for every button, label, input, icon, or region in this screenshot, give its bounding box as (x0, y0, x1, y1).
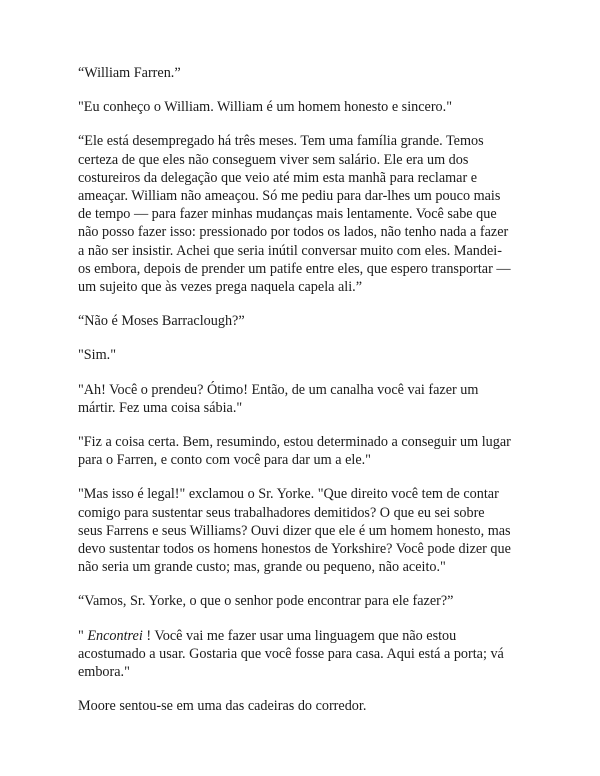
paragraph-3: “Ele está desempregado há três meses. Tem uma família grande. Temos certeza de que eles não conseguem viver sem salário. Ele era um dos costureiros da delegação que veio até mim esta manhã para reclamar e ameaçar. William não ameaçou. Só me pediu para dar-lhes um pouco mais de tempo — para fazer minhas mudanças mais lentamente. Você sabe que não posso fazer isso: pressionado por todos os lados, não tenho nada a fazer a não ser insistir. Achei que seria inútil conversar muito com eles. Mandei- os embora, depois de prender um patife entre eles, que espero transportar — um sujeito que às vezes prega naquela capela ali.” (78, 133, 511, 296)
open-quote: " (78, 627, 88, 644)
paragraph-4: “Não é Moses Barraclough?” (78, 313, 245, 330)
emphasized-word: Encontrei (87, 627, 143, 644)
paragraph-10-rest: ! Você vai me fazer usar uma linguagem que não estou acostumado a usar. Gostaria que você fosse para casa. Aqui está a porta; vá embora." (78, 627, 504, 681)
paragraph-6: "Ah! Você o prendeu? Ótimo! Então, de um canalha você vai fazer um mártir. Fez uma coisa sábia." (78, 381, 479, 416)
paragraph-11: Moore sentou-se em uma das cadeiras do corredor. (78, 698, 367, 715)
paragraph-10 (78, 627, 522, 682)
paragraph-7: "Fiz a coisa certa. Bem, resumindo, estou determinado a conseguir um lugar para o Farren, e conto com você para dar um a ele." (78, 434, 511, 469)
paragraph-9: “Vamos, Sr. Yorke, o que o senhor pode encontrar para ele fazer?” (78, 593, 454, 610)
paragraph-1: “William Farren.” (78, 65, 181, 81)
paragraph-2: "Eu conheço o William. William é um homem honesto e sincero." (78, 99, 452, 116)
paragraph-5: "Sim." (78, 347, 116, 364)
paragraph-8: "Mas isso é legal!" exclamou o Sr. Yorke. "Que direito você tem de contar comigo para sustentar seus trabalhadores demitidos? O que eu sei sobre seus Farrens e seus Williams? Ouvi dizer que ele é um homem honesto, mas devo sustentar todos os homens honestos de Yorkshire? Você pode dizer que não seria um grande custo; mas, grande ou pequeno, não aceito." (78, 486, 511, 576)
